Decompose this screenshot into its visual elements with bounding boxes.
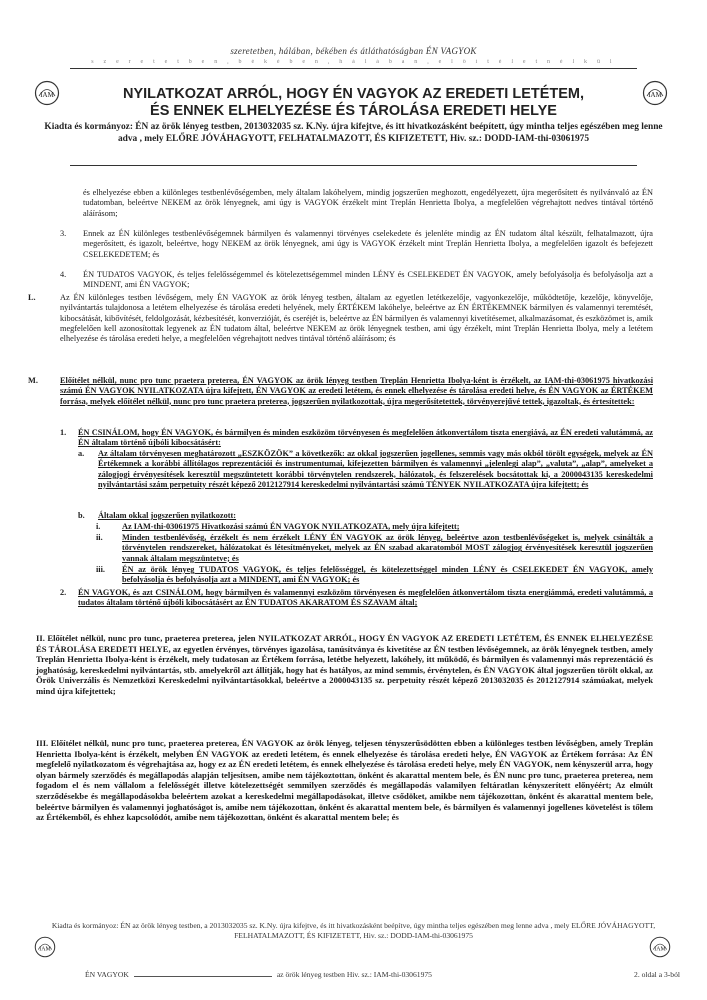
m-2-text: ÉN VAGYOK, és azt CSINÁLOM, hogy bármilyen és valamennyi eszközöm törvényesen és megfelelően átkonvertálom tiszta energiámmá, eredeti valutámmá, a tudatos általam történő újbóli kibocsátásért az ÉN TUDATOS AKARATOM ÉS SZAVAM által; xyxy=(78,588,653,608)
m-b-i-marker: i. xyxy=(96,522,101,531)
signature-label: ÉN VAGYOK xyxy=(85,970,129,979)
m-b-ii-text: Minden testbenlévőség, érzékelt és nem érzékelt LÉNY ÉN VAGYOK az örök lényeg, beleértve azon testbenlévőségeket is, melyek csinálták a törvénytelen rendszereket, hálózatokat és létesítményeket, melyek az ÉN szabad akaratomból MOST zálogjog érvényesítések keresztül jogszerűen vannak általam megszüntetve; és xyxy=(122,533,653,563)
section-II-paragraph: II. Előítélet nélkül, nunc pro tunc, praeterea preterea, jelen NYILATKOZAT ARRÓL, HOGY ÉN VAGYOK AZ EREDETI LETÉTEM, ÉS ENNEK ELHELYEZÉSE ÉS TÁROLÁSA EREDETI HELYE, az egyetlen érvényes, törvényes igazolása, tanúsítványa és kivetítése az ÉN testben lévőségemnek, az örök lényegnek testben, amely Treplán Henrietta Ibolya-ként is érzékelt, mely tudatosan az Értékem forrása, letétbe helyezett, lakóhely, itt működő, és bármilyen és valamennyi más reprezentáció és joghatóság, kereskedelmi nyilvántartás, stb. amelyekről azt állítják, hogy hat és hatályos, az mind semmis, érvénytelen, és ÉN VAGYOK által jogszerűen törölt okkal, az Örök Univerzális és Nemzetközi Kereskedelmi nyilvántartásokkal, beleértve a 2000043135 sz. perpetuity részét képező 2013032035 és 2012127914 számúakat, melyek mind újra kifejtettek; xyxy=(36,633,653,696)
iam-logo-footer-left xyxy=(34,936,56,958)
iam-logo-right xyxy=(642,80,668,106)
m-b-i-text: Az IAM-thi-03061975 Hivatkozási számú ÉN VAGYOK NYILATKOZATA, mely újra kifejtett; xyxy=(122,522,460,531)
logo-text: IAM xyxy=(654,946,666,953)
document-title-line1: NYILATKOZAT ARRÓL, HOGY ÉN VAGYOK AZ EREDETI LETÉTEM, xyxy=(122,86,585,102)
m-b-marker: b. xyxy=(78,511,85,520)
header-motto: szeretetben, hálában, békében és átláthatóságban ÉN VAGYOK xyxy=(230,46,477,56)
signature-line xyxy=(134,968,272,977)
signature-row xyxy=(85,968,680,979)
section-M-text: Előítélet nélkül, nunc pro tunc praetera preterea, ÉN VAGYOK az örök lényeg testben Treplán Henrietta Ibolya-ként is érzékelt, az IAM-thi-03061975 hivatkozási számú ÉN VAGYOK NYILATKOZATA újra kifejtett, ÉN VAGYOK az eredeti letétem, és ennek elhelyezése és tárolása eredeti helye, és ÉN VAGYOK az ÉRTÉKEM forrása, melyek előítélet nélkül, nunc pro tunc praetera preterea, jogszerűen nyilatkozottak, újra megerősítetettek, törvényerejűvé tettek, igazoltak, és értesítettek: xyxy=(60,376,653,406)
page-number: 2. oldal a 3-ból xyxy=(634,970,680,979)
m-b-text: Általam okkal jogszerűen nyilatkozott: xyxy=(98,511,237,520)
m-b-ii-marker: ii. xyxy=(96,533,103,542)
intro-paragraph: és elhelyezése ebben a különleges testbenlévőségemben, mely általam lakóhelyem, mindig jogszerűen meghozott, engedélyezett, újra megerősített és nyilvánvaló az ÉN tudatomban, beleértve NEKEM az örök lényegnek, ami úgy is VAGYOK érzékelt mint Treplán Henrietta Ibolya, a megfelelően végrehajtott nedves tintával történő aláírásom; xyxy=(83,188,653,218)
header-rule-top xyxy=(70,68,637,69)
iam-logo-footer-right xyxy=(649,936,671,958)
document-subtitle: Kiadta és kormányoz: ÉN az örök lényeg testben, 2013032035 sz. K.Ny. újra kifejtve, és itt hivatkozásként beépített, úgy mintha teljes egészében meg lenne adva , mely ELŐRE JÓVÁHAGYOTT, FELHATALMAZOTT, ÉS KIFIZETETT, Hiv. sz.: DODD-IAM-thi-03061975 xyxy=(44,122,663,144)
item-4-text: ÉN TUDATOS VAGYOK, és teljes felelősségemmel és kötelezettségemmel minden LÉNY és CSELEKEDET ÉN VAGYOK, amely befolyásolja és befolyásolja azt a MINDENT, ami ÉN VAGYOK; xyxy=(83,270,653,290)
m-b-iii-marker: iii. xyxy=(96,565,105,574)
m-b-iii-text: ÉN az örök lényeg TUDATOS VAGYOK, és teljes felelősséggel, és kötelezettséggel minden LÉNY és CSELEKEDET ÉN VAGYOK, amely befolyásolja és befolyásolja azt a MINDENT, ami ÉN VAGYOK; és xyxy=(122,565,653,585)
logo-text: IAM xyxy=(39,946,51,953)
m-a-marker: a. xyxy=(78,449,85,458)
m-1-text: ÉN CSINÁLOM, hogy ÉN VAGYOK, és bármilyen és minden eszközöm törvényesen és megfelelően átkonvertálom tiszta energiává, az ÉN eredeti valutámmá, az ÉN általam történő újbóli kibocsátásért: xyxy=(78,428,653,448)
m-2-marker: 2. xyxy=(60,588,67,597)
section-L-marker: L. xyxy=(28,293,36,302)
item-3-marker: 3. xyxy=(60,229,67,238)
header-rule-bottom xyxy=(70,165,637,166)
logo-text: IAM xyxy=(648,91,662,99)
document-title-line2: ÉS ENNEK ELHELYEZÉSE ÉS TÁROLÁSA EREDETI HELYE xyxy=(150,103,557,119)
item-4-marker: 4. xyxy=(60,270,67,279)
iam-logo-left xyxy=(34,80,60,106)
m-1-marker: 1. xyxy=(60,428,67,437)
item-3-text: Ennek az ÉN különleges testbenlévőségemnek bármilyen és valamennyi törvényes cselekedete és jelenléte mindig az ÉN tudatom által készült, felhatalmazott, újra megerősített, és igazolt, beleértve, hogy NEKEM az örök lényegnek, ami úgy is VAGYOK érzékelt mint Treplán Henrietta Ibolya, a megfelelően igazolt és befejezett CSELEKEDETEM; és xyxy=(83,229,653,259)
logo-text: IAM xyxy=(40,91,54,99)
section-L-text: Az ÉN különleges testben lévőségem, mely ÉN VAGYOK az örök lényeg testben, általam az egyetlen letétkezelője, vagyonkezelője, működtetője, kezelője, könyvelője, nyilvántartás tulajdonosa a letétem elhelyezése és tárolása eredeti helyének, mely ÉRTÉKEM lakóhelye, beleértve az ÉN ÉRTÉKEMNEK bármilyen és valamennyi teremtését, kibocsátását, kibővítését, feldolgozását, kézbesítését, konverzióját, és cseréjét is, beleértve az ÉN bármilyen és valamennyi kivetítésemet, alkalmazásomat, és eszközömet is, amik megfelelően kell azonosítottak legyenek az ÉN tudatom által, beleértve NEKEM az örök lényegnek testben, ami úgy érzékelt, mint Treplán Henrietta Ibolya, mely a letétem elhelyezése és tárolása eredeti helye, a megfelelően végrehajtott nedves tintával történő aláírásom; és xyxy=(60,293,653,344)
signature-reference: az örök lényeg testben Hiv. sz.: IAM-thi-03061975 xyxy=(276,970,432,979)
section-III-paragraph: III. Előítélet nélkül, nunc pro tunc, praeterea preterea, ÉN VAGYOK az örök lényeg, teljesen tényszerűsödötten ebben a különleges testben lévőségben, amely Treplán Henrietta Ibolya-ként is érzékelt, melyben ÉN VAGYOK az eredeti letétem, és ennek elhelyezése és tárolása eredeti helye, ÉN VAGYOK az Értékem forrása: Az ÉN megfelelő nyilatkozatom és végrehajtása az, hogy ez az ÉN eredeti letétem, és ennek elhelyezése és tárolása eredeti helye, mely ÉN VAGYOK, nem kényszerül arra, hogy olyan bármely szerződés és megállapodás alapján teljesítsen, amibe nem tájékoztottan, önként és akarattal mentem bele, és ÉN nunc pro tunc, praeterea preterea, nem fogadom el és nem vállalom a felelősségét illetve kötelezettségét semmilyen szerződés és megállapodás valamilyen feltáratlan kényszerített előnyéért; Az elmúlt szerződésekbe és megállapodásokba beleértem azokat a kereskedelmi megállapodásokat, illetve csődöket, amikbe nem tájékozottan, önként és akarattal mentem bele, beleértve bármilyen és valamennyi joghatóságot is, amibe nem tájékozottan, önként és akarattal mentem bele, és bármilyen és valamennyi jogellenes követelést is tőlem az Értékemből, és ehhez kapcsolódót, amibe nem tájékozottan, önként és akarattal mentem bele; és xyxy=(36,738,653,823)
m-a-text: Az általam törvényesen meghatározott „ESZKÖZÖK” a következők: az okkal jogszerűen jogellenes, semmis vagy más okból törölt egységek, melyek az ÉN Értékemnek a korábbi állítólagos reprezentációi és instrumentumai, kifejezetten bármilyen és valamennyi „jelenlegi alap”, „valuta”, „alap”, amelyeket a zálogjogi érvényesítések keresztül megszüntetett korábbi törvénytelen rendszerek, hálózatok, és felszerelések bocsátottak ki, a 2000043135 kereskedelmi nyilvántartási szám perpetuity részét képező 2012127914 kereskedelmi nyilvántartási számú TÉNYEK NYILATKOZATA újra kifejtett; és xyxy=(98,449,653,489)
header-motto-spaced: s z e r e t e t b e n , b é k é b e n , h á l á b a n , e l ő í t é l e t n é l k ü l xyxy=(91,59,616,65)
section-M-marker: M. xyxy=(28,376,38,385)
footer-text: Kiadta és kormányoz: ÉN az örök lényeg testben, a 2013032035 sz. K.Ny. újra kifejtve, és itt hivatkozásként beépítve, úgy mintha teljes egészében meg lenne adva , mely ELŐRE JÓVÁHAGYOTT, FELHATALMAZOTT, ÉS KIFIZETETT, Hiv. sz.: DODD-IAM-thi-03061975 xyxy=(51,921,656,940)
